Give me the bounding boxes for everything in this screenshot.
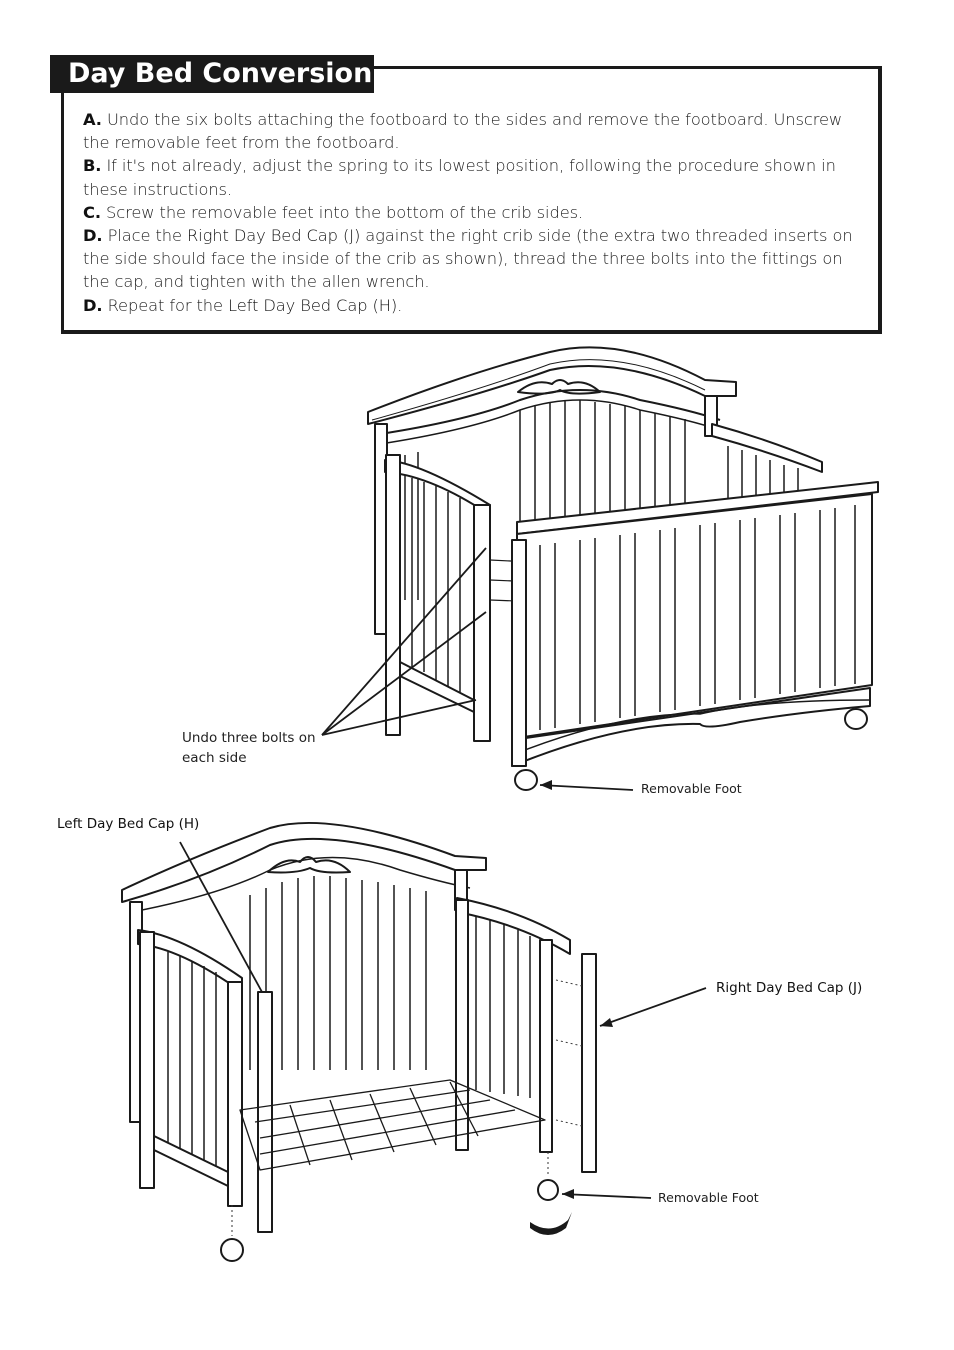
removable-foot-callout-1: Removable Foot [641,781,742,796]
day-bed-headboard-slats [250,876,426,1070]
removable-foot-right [538,1180,558,1200]
right-cap-callout: Right Day Bed Cap (J) [716,980,863,996]
crib-with-footboard-diagram [322,347,878,790]
undo-bolts-callout: Undo three bolts on each side [182,730,316,766]
step-d-repeat: D. Repeat for the Left Day Bed Cap (H). [83,295,403,315]
removable-foot-left [221,1239,243,1261]
page-title: Day Bed Conversion [50,55,374,93]
removable-foot-1 [515,770,537,790]
rotate-arrow-icon [530,1212,572,1235]
removable-foot-callout-2: Removable Foot [658,1190,759,1205]
part-left-cap: Left Day Bed Cap (H) [228,295,398,315]
step-c: C. Screw the removable feet into the bottom of the crib sides. [83,202,584,222]
left-day-bed-cap [258,992,272,1232]
day-bed-spring [240,1080,545,1170]
part-right-cap: Right Day Bed Cap (J) [186,226,361,246]
right-day-bed-cap [582,954,596,1172]
removable-foot-1b [845,709,867,729]
step-a: A. Undo the six bolts attaching the footboard to the sides and remove the footboard. Unscrew the removable feet from the footboard. [83,110,843,153]
day-bed-diagram [122,823,706,1261]
step-d: D. Place the Right Day Bed Cap (J) against the right crib side (the extra two threaded inserts on the side should face the inside of the crib as shown), thread the three bolts into the fittings on the cap, and tighten with the allen wrench. [83,226,853,292]
left-cap-callout: Left Day Bed Cap (H) [57,816,200,832]
step-b: B. If it's not already, adjust the spring to its lowest position, following the procedure shown in these instructions. [83,156,836,199]
